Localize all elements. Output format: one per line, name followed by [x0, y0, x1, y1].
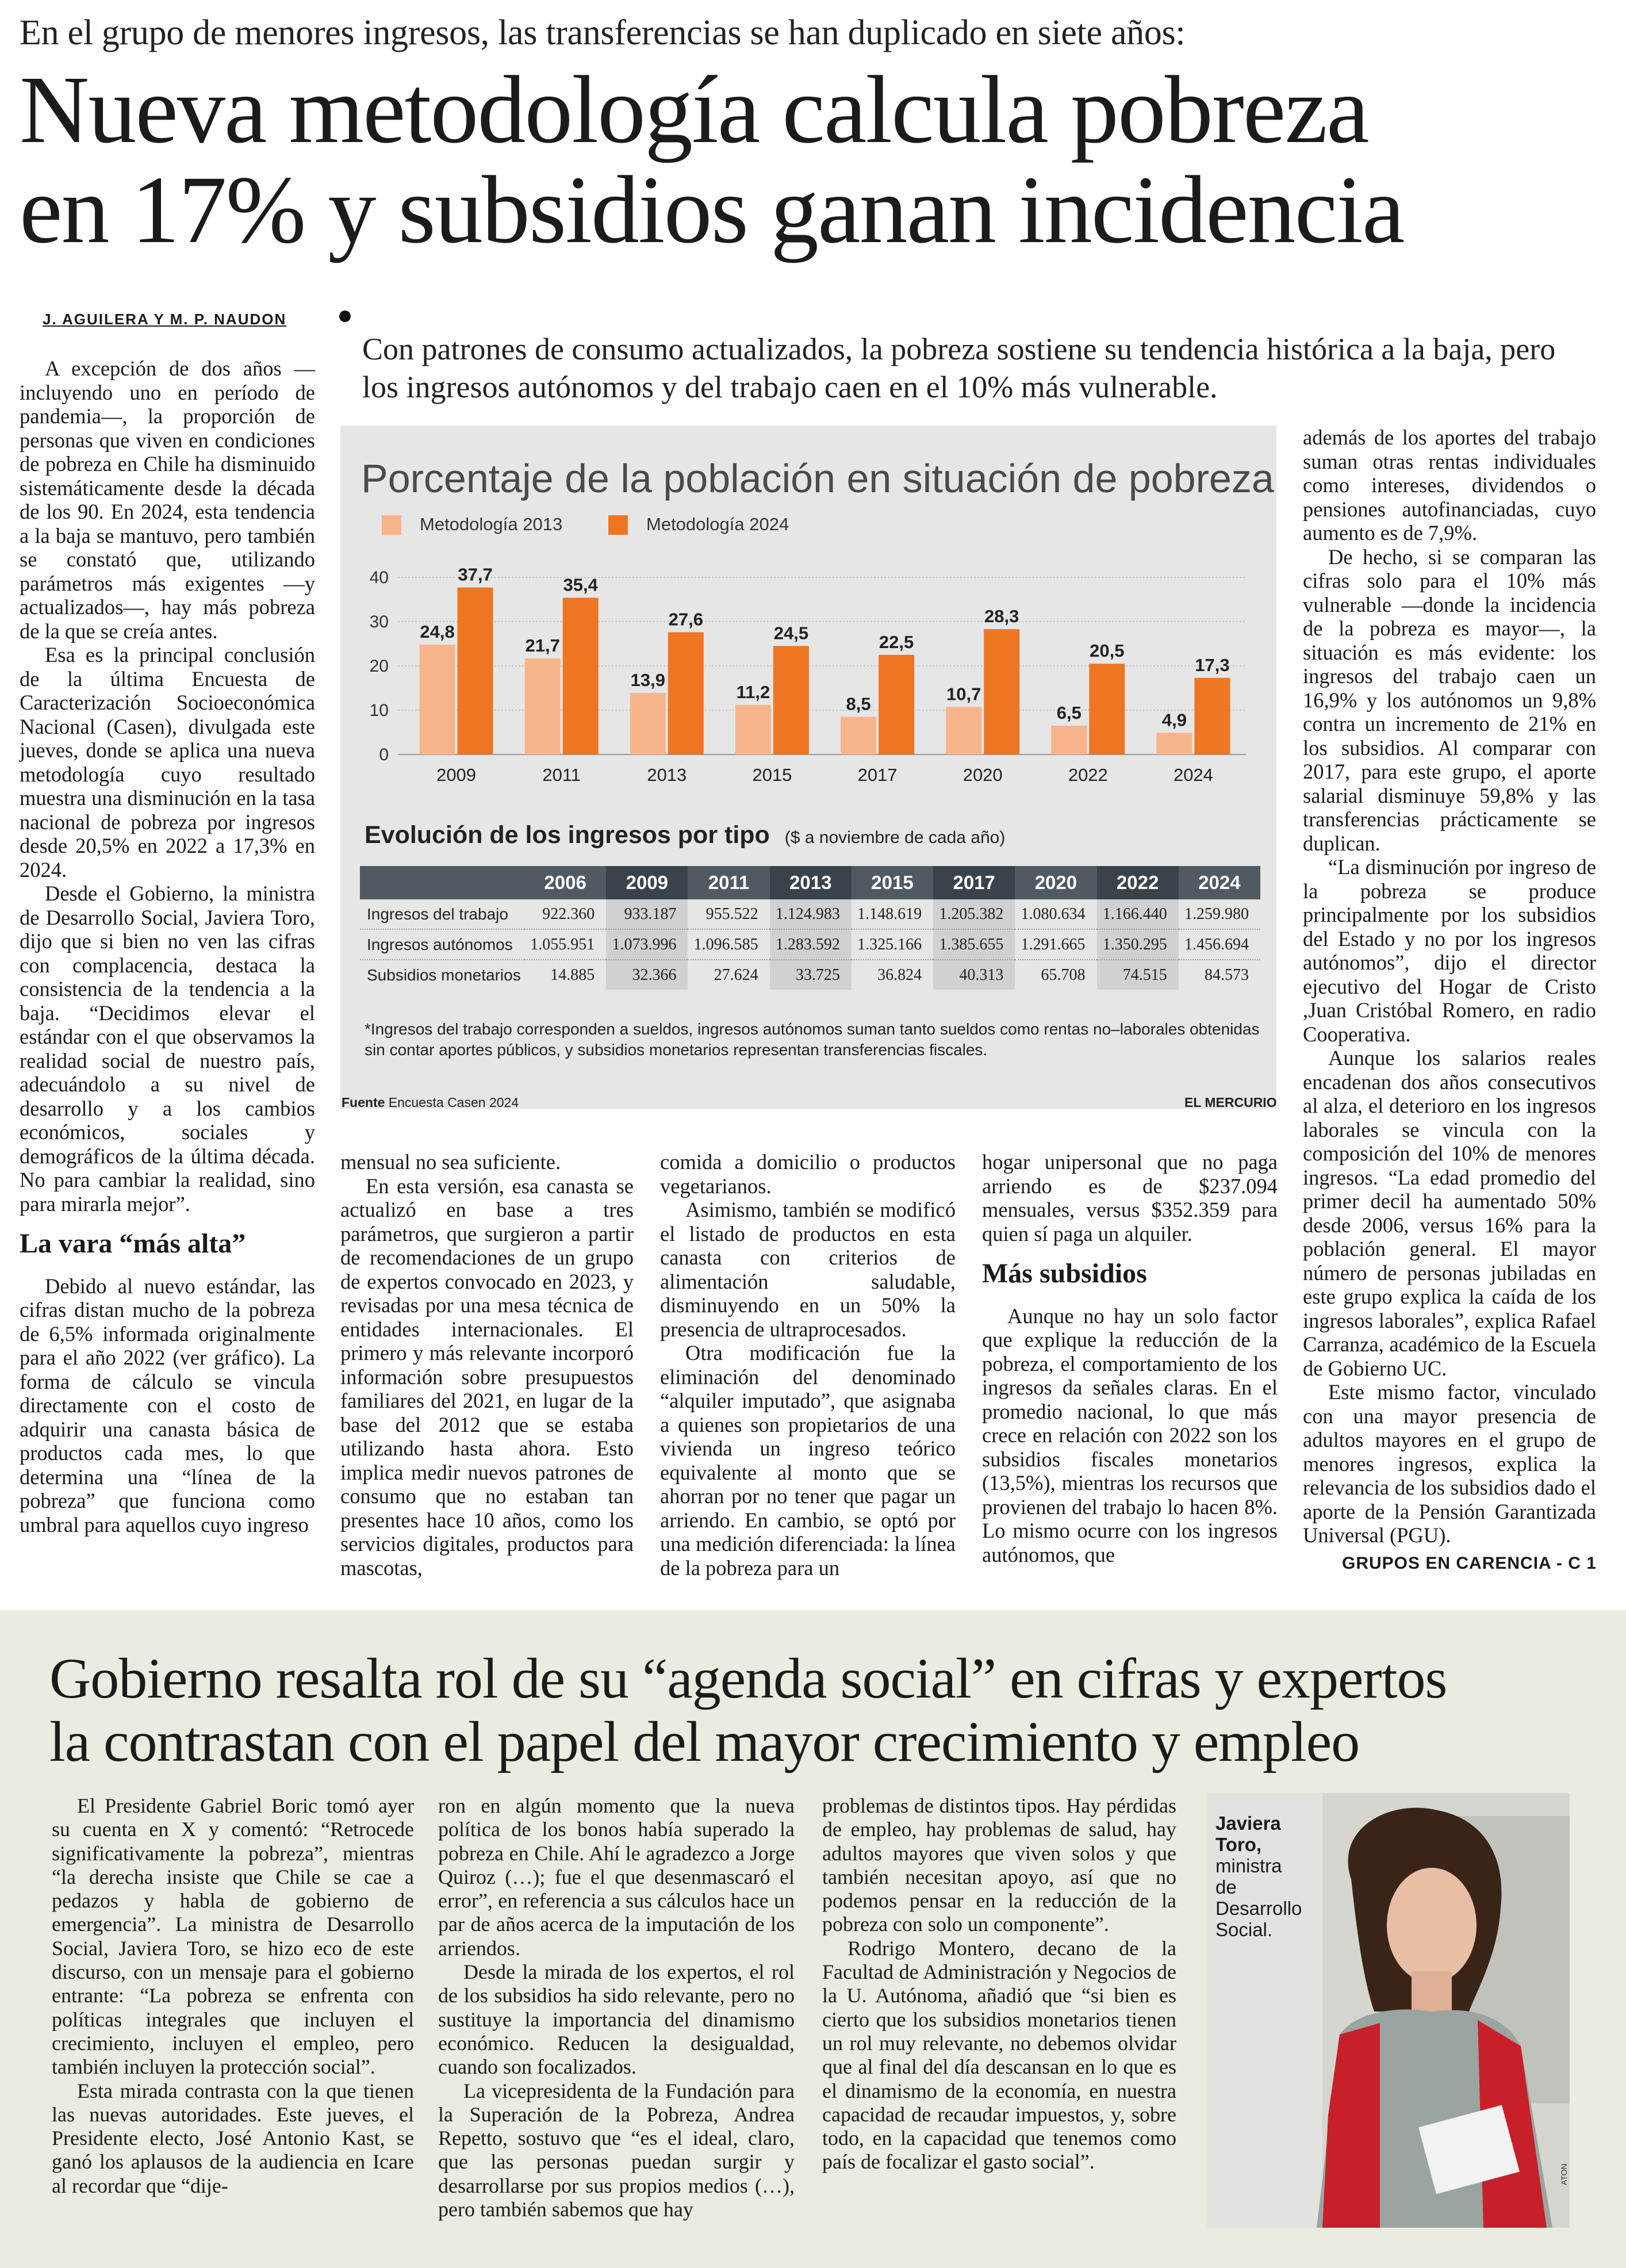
table-title-text: Evolución de los ingresos por tipo: [365, 821, 770, 849]
bar-m2013: [525, 658, 561, 754]
headline-line-1: Nueva metodología calcula pobreza: [20, 56, 1368, 163]
table-cell: 955.522: [688, 899, 769, 929]
data-label-m2024: 37,7: [458, 564, 493, 585]
table-cell: 1.124.983: [770, 899, 852, 929]
row-label: Subsidios monetarios: [367, 966, 521, 984]
table-cell: 1.456.694: [1179, 929, 1260, 960]
table-cell: 1.096.585: [688, 929, 769, 960]
table-row: [360, 899, 1260, 929]
table-cell: 27.624: [714, 966, 758, 984]
table-cell: 74.515: [1097, 960, 1179, 990]
legend-swatch-m2024: [608, 515, 628, 535]
data-label-m2024: 17,3: [1195, 654, 1230, 675]
data-label-m2024: 27,6: [668, 609, 703, 630]
x-tick-label: 2015: [752, 765, 792, 785]
paragraph: Esa es la principal conclusión de la última Encuesta de Caracterización Socioeconómica Nacional (Casen), divulgada este jueves, donde se aplica una nueva metodología cuyo resultado muestra una disminución en la tasa nacional de pobreza por ingresos desde 20,5% en 2022 a 17,3% en 2024.: [20, 643, 315, 882]
paragraph: hogar unipersonal que no paga arriendo es de $237.094 mensuales, versus $352.359 para quien sí paga un alquiler.: [982, 1150, 1278, 1246]
data-label-m2013: 4,9: [1161, 710, 1187, 730]
table-cell: 1.385.655: [933, 929, 1015, 960]
table-cell: 1.205.382: [933, 899, 1015, 929]
secondary-headline-line-1: Gobierno resalta rol de su “agenda social” en cifras y expertos: [49, 1646, 1447, 1710]
row-label: Ingresos del trabajo: [360, 899, 524, 929]
data-label-m2013: 13,9: [630, 669, 665, 690]
source-text: Encuesta Casen 2024: [388, 1095, 519, 1110]
data-label-m2024: 20,5: [1090, 641, 1125, 661]
bar-m2013: [946, 707, 981, 754]
publisher-credit: EL MERCURIO: [1184, 1095, 1277, 1110]
table-cell: 40.313: [933, 960, 1015, 990]
table-cell: 1.259.980: [1179, 899, 1260, 929]
y-tick-label: 40: [369, 568, 389, 587]
paragraph: Rodrigo Montero, decano de la Facultad de Administración y Negocios de la U. Autónoma, añadió que “si bien es cierto que los subsidios monetarios tienen un rol muy relevante, no debemos olvidar que al final del día descansan en lo que es el dinamismo de la economía, en nuestra capacidad de recaudar impuestos, y, sobre todo, en la capacidad que tenemos como país de focalizar el gasto social”.: [822, 1936, 1176, 2174]
column-4: [982, 1150, 1278, 1566]
bar-m2013: [1051, 726, 1087, 754]
paragraph: Otra modificación fue la eliminación del denominado “alquiler imputado”, que asignaba a quienes son propietarios de una vivienda un ingreso teórico equivalente al monto que se ahorran por no tener que pagar un arriendo. En cambio, se optó por una medición diferenciada: la línea de la pobreza para un: [660, 1341, 956, 1580]
bar-m2013: [1156, 733, 1192, 754]
bar-m2024: [668, 632, 704, 754]
paragraph: Asimismo, también se modificó el listado de productos en esta canasta con criterios de alimentación saludable, disminuyendo en un 50% la presencia de ultraprocesados.: [660, 1198, 956, 1341]
column-3: [660, 1150, 956, 1580]
bar-m2024: [563, 597, 599, 754]
bullet-dot: [339, 311, 351, 322]
data-label-m2024: 22,5: [879, 631, 914, 652]
paragraph: Debido al nuevo estándar, las cifras distan mucho de la pobreza de 6,5% informada originalmente para el año 2022 (ver gráfico). La forma de cálculo se vincula directamente con el costo de adquirir una canasta básica de productos cada mes, lo que determina una “línea de la pobreza” que funciona como umbral para aquellos cuyo ingreso: [20, 1274, 315, 1537]
subhead-subsidios: Más subsidios: [982, 1258, 1147, 1289]
col-header: 2024: [1179, 866, 1260, 899]
y-tick-label: 0: [379, 745, 389, 764]
legend-label-m2024: Metodología 2024: [646, 514, 789, 534]
secondary-column-3: [822, 1794, 1176, 2174]
column-1: [20, 357, 315, 1537]
table-cell: 922.360: [524, 899, 606, 929]
table-cell: 1.055.951: [524, 929, 606, 960]
column-5: [1303, 426, 1596, 1547]
paragraph: El Presidente Gabriel Boric tomó ayer su cuenta en X y comentó: “Retrocede significativamente la pobreza”, mientras “la derecha insiste que Chile se cae a pedazos y habla de gobierno de emergencia”. La ministra de Desarrollo Social, Javiera Toro, se hizo eco de este discurso, con un mensaje para el gobierno entrante: “La pobreza se enfrenta con políticas integrales que incluyen el crecimiento, incluyen el empleo, pero también incluyen la protección social”.: [52, 1794, 414, 2079]
x-tick-label: 2017: [857, 765, 898, 785]
bar-m2013: [630, 693, 666, 754]
paragraph: “La disminución por ingreso de la pobreza se produce principalmente por los subsidios del Estado y no por los ingresos autónomos”, dijo el director ejecutivo del Hogar de Cristo ,Juan Cristóbal Romero, en radio Cooperativa.: [1303, 855, 1596, 1046]
legend-swatch-m2013: [382, 515, 401, 535]
paragraph: Este mismo factor, vinculado con una mayor presencia de adultos mayores en el grupo de menores ingresos, explica la relevancia de los subsidios dado el aporte de la Pensión Garantizada Universal (PGU).: [1303, 1380, 1596, 1547]
data-label-m2013: 6,5: [1056, 702, 1082, 723]
bar-m2013: [841, 717, 876, 754]
x-tick-label: 2009: [436, 765, 477, 785]
data-label-m2024: 35,4: [563, 574, 598, 595]
col-header: 2009: [606, 866, 688, 899]
col-header: 2020: [1015, 866, 1096, 899]
kicker: En el grupo de menores ingresos, las transferencias se han duplicado en siete años:: [20, 13, 1186, 52]
paragraph: ron en algún momento que la nueva política de los bonos había superado la pobreza en Chile. Ahí le agradezco a Jorge Quiroz (…); fue el que desenmascaró el error”, en referencia a sus cálculos hace un par de años acerca de la imputación de los arriendos.: [438, 1794, 795, 1960]
headline: [20, 56, 1606, 263]
data-label-m2013: 21,7: [525, 635, 560, 656]
table-cell: 1.073.996: [606, 929, 688, 960]
y-tick-label: 30: [369, 612, 389, 631]
table-cell: 1.325.166: [852, 929, 933, 960]
data-label-m2013: 10,7: [946, 684, 981, 704]
table-subtitle: ($ a noviembre de cada año): [784, 828, 1006, 847]
table-cell: 1.166.440: [1097, 899, 1179, 929]
paragraph: además de los aportes del trabajo suman otras rentas individuales como intereses, dividendos o pensiones autofinanciadas, cuyo aumento es de 7,9%.: [1303, 426, 1596, 545]
table-cell: 36.824: [877, 966, 922, 984]
table-cell: 1.350.295: [1097, 929, 1179, 960]
bar-m2024: [773, 646, 809, 754]
bar-m2013: [735, 705, 771, 754]
data-label-m2013: 24,8: [420, 622, 455, 642]
legend-label-m2013: Metodología 2013: [420, 514, 563, 534]
secondary-column-2: [438, 1794, 795, 2221]
col-header: 2015: [852, 866, 933, 899]
table-footnote: *Ingresos del trabajo corresponden a sueldos, ingresos autónomos suman tanto sueldos como rentas no–laborales obtenidas sin contar aportes públicos, y subsidios monetarios representan transferencias fiscales.: [365, 1020, 1260, 1059]
table-title: [365, 821, 1005, 849]
col-header: 2011: [688, 866, 769, 899]
table-cell: 33.725: [770, 960, 852, 990]
photo-credit: ATON: [1559, 2163, 1569, 2185]
table-cell: 65.708: [1041, 966, 1086, 984]
caption-name: Javiera Toro,: [1215, 1813, 1281, 1855]
table-cell: 933.187: [606, 899, 688, 929]
jump-reference: GRUPOS EN CARENCIA - C 1: [1342, 1554, 1597, 1573]
column-2: [340, 1150, 634, 1580]
bar-m2024: [879, 655, 914, 754]
dek: Con patrones de consumo actualizados, la pobreza sostiene su tendencia histórica a la baja, pero los ingresos autónomos y del trabajo caen en el 10% más vulnerable.: [362, 332, 1556, 404]
paragraph: Desde el Gobierno, la ministra de Desarrollo Social, Javiera Toro, dijo que si bien no ven las cifras con complacencia, destaca la consistencia de la tendencia a la baja. “Decidimos elevar el estándar con el que observamos la realidad social de nuestro país, adecuándolo a su nivel de desarrollo y a los cambios económicos, sociales y demográficos de la última década. No para cambiar la realidad, sino para mirarla mejor”.: [20, 882, 315, 1216]
secondary-column-1: [52, 1794, 414, 2198]
source-line: [342, 1095, 519, 1110]
paragraph: Desde la mirada de los expertos, el rol de los subsidios ha sido relevante, pero no sustituye la importancia del dinamismo económico. Reducen la desigualdad, cuando son focalizados.: [438, 1960, 795, 2079]
table-row: [360, 929, 1260, 960]
x-tick-label: 2024: [1173, 765, 1213, 785]
data-label-m2013: 11,2: [736, 681, 770, 702]
y-tick-label: 20: [369, 657, 389, 676]
paragraph: mensual no sea suficiente.: [340, 1150, 561, 1174]
col-header: 2017: [933, 866, 1015, 899]
bar-m2024: [984, 629, 1019, 754]
bar-m2013: [420, 645, 455, 754]
secondary-headline: [49, 1647, 1590, 1773]
table-header-row: [360, 866, 1260, 899]
secondary-headline-line-2: la contrastan con el papel del mayor crecimiento y empleo: [49, 1710, 1360, 1773]
data-label-m2013: 8,5: [846, 694, 871, 714]
headline-line-2: en 17% y subsidios ganan incidencia: [20, 156, 1404, 263]
table-cell: 1.148.619: [852, 899, 933, 929]
byline: J. AGUILERA Y M. P. NAUDON: [43, 311, 287, 328]
table-header-empty: [360, 866, 524, 899]
col-header: 2006: [524, 866, 606, 899]
poverty-bar-chart: [340, 552, 1276, 794]
paragraph: Aunque los salarios reales encadenan dos años consecutivos al alza, el deterioro en los ingresos laborales se vincula con la composición del 10% de menores ingresos. “La edad promedio del primer decil ha aumentado 50% desde 2006, versus 16% para la población general. El mayor número de personas jubiladas en este grupo explica la caída de los ingresos laborales”, explica Rafael Carranza, académico de la Escuela de Gobierno UC.: [1303, 1046, 1596, 1380]
photo-caption: [1215, 1813, 1302, 1940]
paragraph: comida a domicilio o productos vegetarianos.: [660, 1150, 956, 1198]
x-tick-label: 2011: [542, 765, 581, 785]
col-header: 2022: [1097, 866, 1179, 899]
table-cell: 32.366: [606, 960, 688, 990]
paragraph: Aunque no hay un solo factor que explique la reducción de la pobreza, el comportamiento de los ingresos da señales claras. En el promedio nacional, lo que más crece en relación con 2022 son los subsidios fiscales monetarios (13,5%), mientras los recursos que provienen del trabajo lo hacen 8%. Lo mismo ocurre con los ingresos autónomos, que: [982, 1304, 1278, 1566]
subhead-vara: La vara “más alta”: [20, 1228, 246, 1259]
bar-m2024: [1194, 678, 1230, 754]
paragraph: De hecho, si se comparan las cifras solo para el 10% más vulnerable —donde la incidencia de la pobreza es mayor—, la situación es más evidente: los ingresos del trabajo caen un 16,9% y los autónomos un 9,8% contra un incremento de 21% en los subsidios. Al comparar con 2017, para este grupo, el aporte salarial disminuye 59,8% y las transferencias prácticamente se duplican.: [1303, 545, 1596, 855]
table-row: [360, 960, 1260, 990]
table-cell: 1.291.665: [1015, 929, 1096, 960]
table-cell: 84.573: [1205, 966, 1249, 984]
bar-m2024: [1089, 664, 1125, 754]
data-label-m2024: 28,3: [984, 606, 1019, 627]
data-label-m2024: 24,5: [773, 623, 809, 643]
row-label: Ingresos autónomos: [360, 929, 524, 960]
bar-m2024: [458, 588, 493, 754]
paragraph: problemas de distintos tipos. Hay pérdidas de empleo, hay problemas de salud, hay adultos mayores que viven solos y que también necesitan apoyo, así que no podemos pensar en la reducción de la pobreza con solo un componente”.: [822, 1794, 1176, 1936]
paragraph: En esta versión, esa canasta se actualizó en base a tres parámetros, que surgieron a partir de recomendaciones de un grupo de expertos convocado en 2023, y revisadas por una mesa técnica de entidades internacionales. El primero y más relevante incorporó información sobre presupuestos familiares del 2021, en lugar de la base del 2012 que se estaba utilizando hasta ahora. Esto implica medir nuevos patrones de consumo que no estaban tan presentes hace 10 años, como los servicios digitales, productos para mascotas,: [340, 1174, 634, 1580]
income-table: [360, 866, 1260, 990]
chart-title: Porcentaje de la población en situación de pobreza: [361, 456, 1274, 501]
x-tick-label: 2020: [962, 765, 1003, 785]
paragraph: A excepción de dos años —incluyendo uno en período de pandemia—, la proporción de personas que viven en condiciones de pobreza en Chile ha disminuido sistemáticamente desde la década de los 90. En 2024, esta tendencia a la baja se mantuvo, pero también se constató que, utilizando parámetros más exigentes —y actualizados—, hay más pobreza de la que se creía antes.: [20, 357, 315, 643]
x-tick-label: 2013: [647, 765, 687, 785]
paragraph: Esta mirada contrasta con la que tienen las nuevas autoridades. Este jueves, el Presidente electo, José Antonio Kast, se ganó los aplausos de la audiencia en Icare al recordar que “dije-: [52, 2079, 414, 2197]
table-cell: 14.885: [550, 966, 595, 984]
col-header: 2013: [770, 866, 852, 899]
table-cell: 1.080.634: [1015, 899, 1096, 929]
x-tick-label: 2022: [1068, 765, 1108, 785]
caption-role: ministra de Desarrollo Social.: [1215, 1855, 1302, 1940]
y-tick-label: 10: [369, 701, 389, 720]
source-label: Fuente: [342, 1095, 385, 1110]
paragraph: La vicepresidenta de la Fundación para la Superación de la Pobreza, Andrea Repetto, sostuvo que “es el ideal, claro, que las personas puedan surgir y desarrollarse por sus propios medios (…), pero también sabemos que hay: [438, 2079, 795, 2221]
table-cell: 1.283.592: [770, 929, 852, 960]
